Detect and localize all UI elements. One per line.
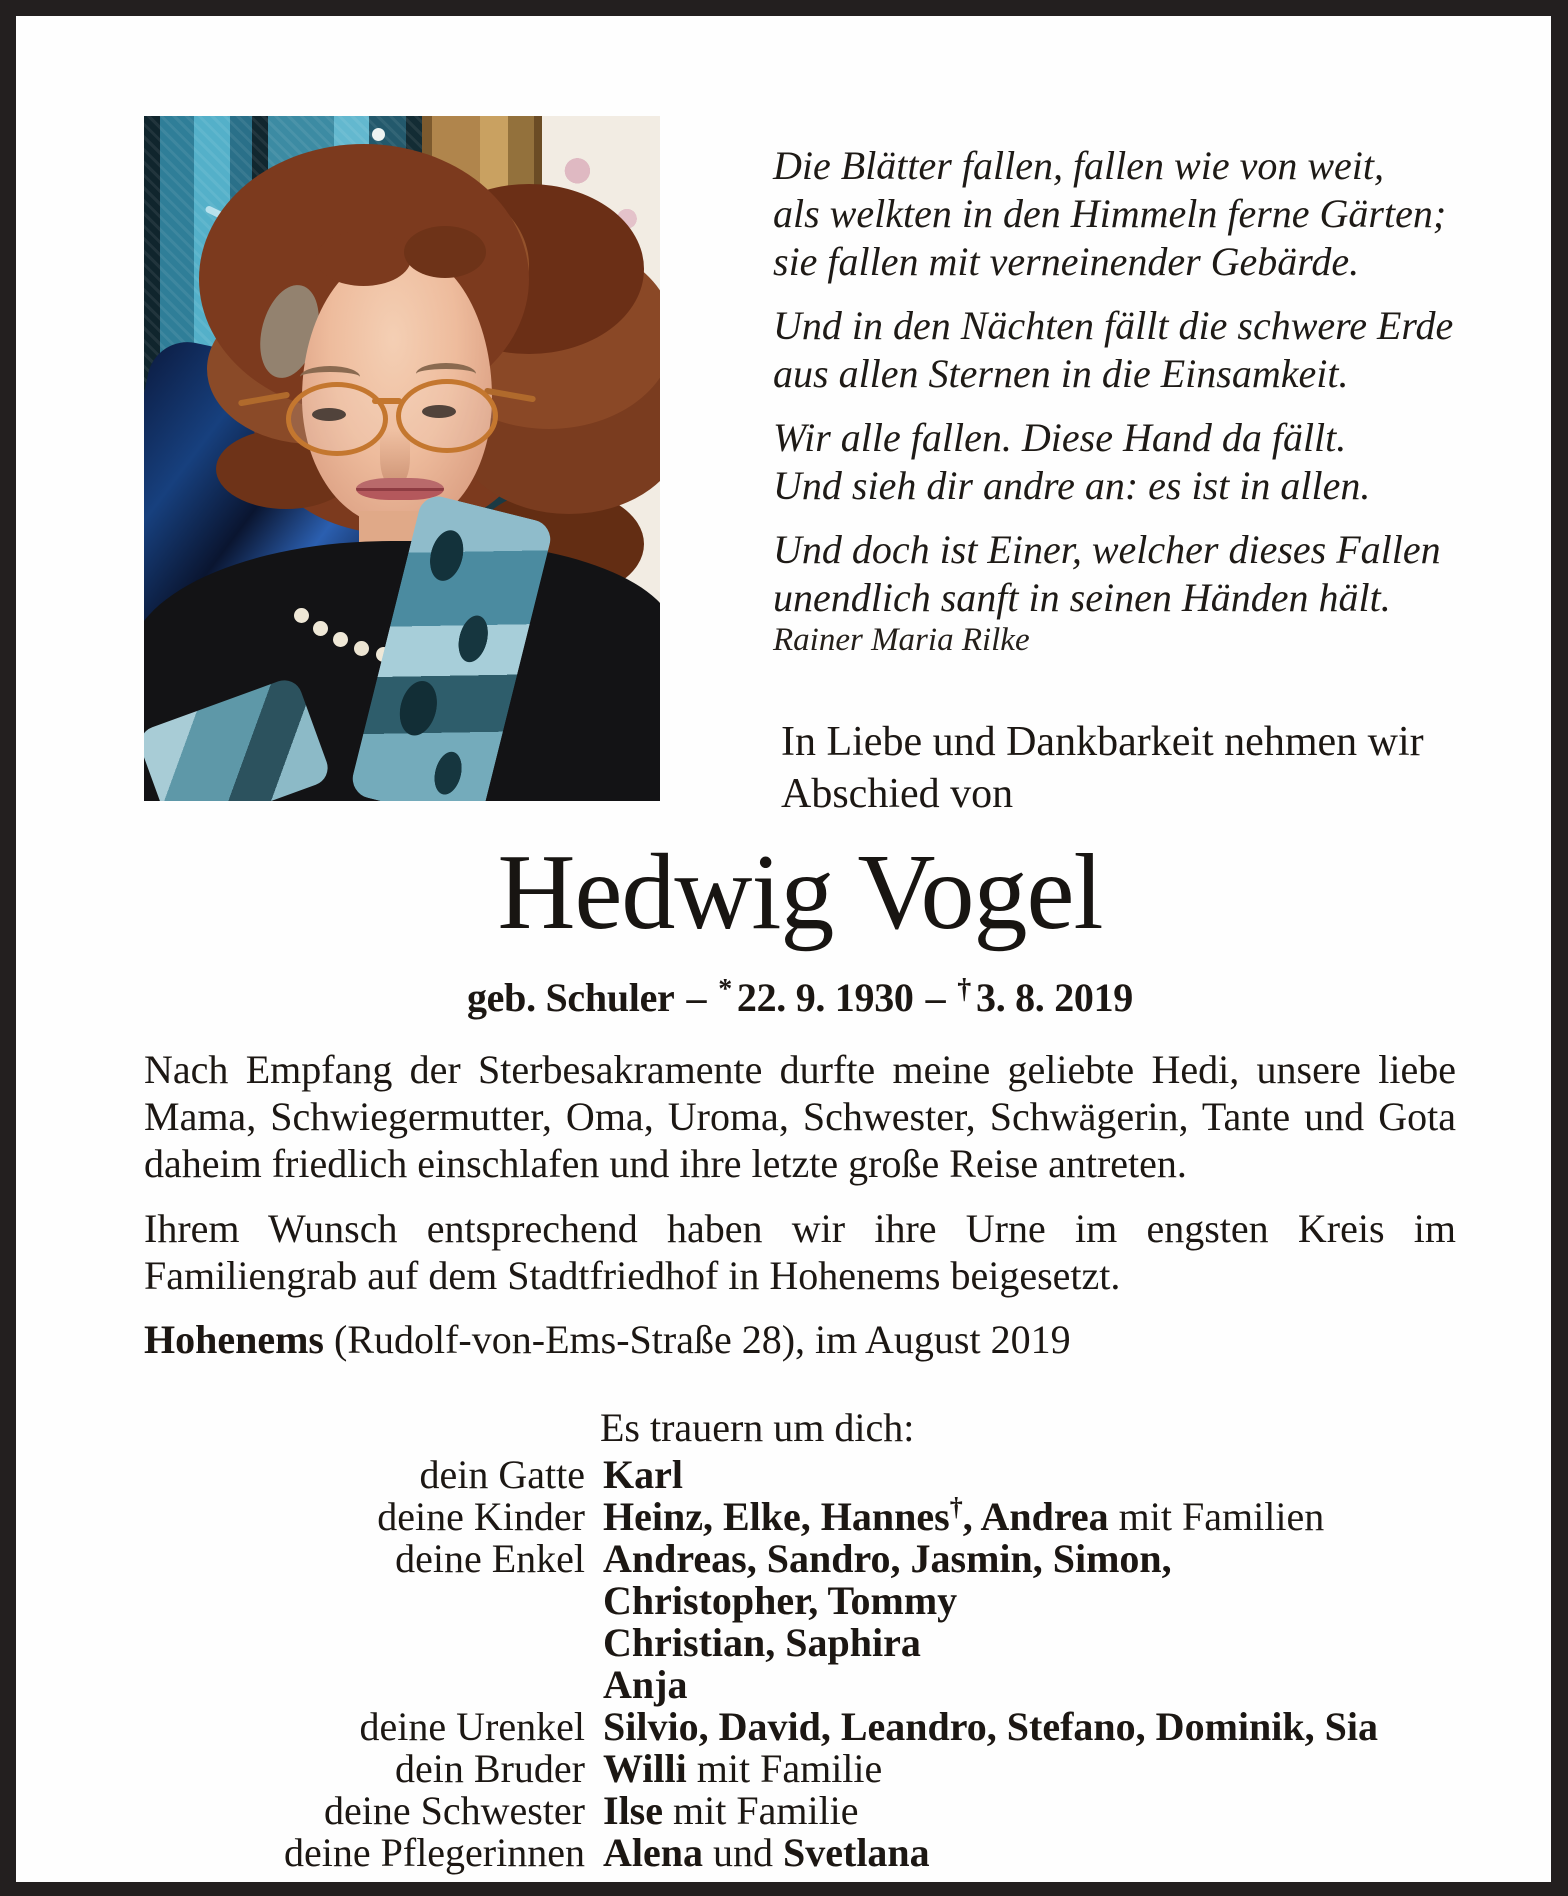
mourner-names-line <box>603 1454 1474 1496</box>
glasses-bridge <box>372 398 402 404</box>
mourner-name-segment: Anja <box>603 1662 688 1707</box>
mourner-names <box>603 1790 1474 1832</box>
dateline <box>144 1316 1071 1363</box>
obituary-body <box>144 1046 1456 1317</box>
body-paragraph: Nach Empfang der Sterbesakramente durfte meine geliebte Hedi, unsere liebe Mama, Schwiegermutter, Oma, Uroma, Schwester, Schwägerin, Tante und Gota daheim friedlich einschlafen und ihre letzte große Reise antreten. <box>144 1047 1456 1186</box>
mourner-name-segment: Ilse <box>603 1788 663 1833</box>
deceased-name: Hedwig Vogel <box>497 833 1103 952</box>
mourner-name-segment: , Andrea <box>962 1494 1109 1539</box>
mourner-names-line <box>603 1664 1474 1706</box>
mourner-name-segment: Silvio, David, Leandro, Stefano, Dominik, Sia <box>603 1704 1378 1749</box>
paper-sheet <box>16 16 1551 1882</box>
death-symbol: † <box>957 974 971 1005</box>
glasses-lens <box>286 382 388 456</box>
mourner-name-segment: mit Familie <box>663 1788 859 1833</box>
mourner-relation-label: deine Enkel <box>395 1536 585 1581</box>
mourner-names <box>603 1832 1474 1874</box>
poem-stanza: Und in den Nächten fällt die schwere Erde aus allen Sternen in die Einsamkeit. <box>773 303 1454 396</box>
mourner-relation-label: deine Kinder <box>377 1494 585 1539</box>
hair-fringe <box>316 231 411 286</box>
farewell-intro: In Liebe und Dankbarkeit nehmen wir Abschied von <box>781 719 1424 817</box>
date-separator: – <box>925 975 946 1020</box>
mourner-names <box>603 1454 1474 1496</box>
poem-stanza: Die Blätter fallen, fallen wie von weit, als welkten in den Himmeln ferne Gärten; sie fallen mit verneinender Gebärde. <box>773 143 1447 284</box>
mourner-names <box>603 1706 1474 1748</box>
mourning-rows <box>144 1454 1474 1874</box>
birth-date: 22. 9. 1930 <box>736 975 914 1020</box>
mourner-names-line <box>603 1790 1474 1832</box>
mourner-names-line <box>603 1748 1474 1790</box>
mourner-relation-label: deine Schwester <box>323 1788 585 1833</box>
mourner-names-line <box>603 1832 1474 1874</box>
mourner-names-line <box>603 1492 1474 1539</box>
glasses-lens <box>396 379 498 453</box>
mourner-relation-label: dein Bruder <box>395 1746 585 1791</box>
portrait-photo <box>144 116 660 801</box>
mourner-names-line <box>603 1538 1474 1580</box>
mourner-name-segment: Heinz, Elke, Hannes <box>603 1494 950 1539</box>
mourner-name-segment: Christian, Saphira <box>603 1620 921 1665</box>
mourner-name-segment: Karl <box>603 1452 683 1497</box>
maiden-name: geb. Schuler <box>466 975 675 1020</box>
deceased-subtitle <box>144 974 1456 1021</box>
mourner-name-segment: † <box>949 1492 963 1522</box>
mourner-names <box>603 1492 1474 1539</box>
mourner-relation-label: deine Pflegerinnen <box>284 1830 585 1875</box>
dateline-rest: (Rudolf-von-Ems-Straße 28), im August 2019 <box>324 1317 1071 1362</box>
mourner-names-line <box>603 1580 1474 1622</box>
mourner-name-segment: Svetlana <box>783 1830 930 1875</box>
date-separator: – <box>686 975 707 1020</box>
mourning-heading: Es trauern um dich: <box>600 1405 915 1450</box>
body-paragraph: Ihrem Wunsch entsprechend haben wir ihre Urne im engsten Kreis im Familiengrab auf dem Stadtfriedhof in Hohenems beigesetzt. <box>144 1206 1456 1298</box>
mourner-names <box>603 1748 1474 1790</box>
mourner-name-segment: Alena <box>603 1830 703 1875</box>
pearl-necklace <box>294 608 309 623</box>
poem-author: Rainer Maria Rilke <box>773 622 1030 658</box>
death-date: 3. 8. 2019 <box>976 975 1134 1020</box>
mourner-relation-label: deine Urenkel <box>359 1704 585 1749</box>
poem-stanza: Und doch ist Einer, welcher dieses Fallen unendlich sanft in seinen Händen hält. <box>773 527 1441 620</box>
mourner-relation-label: dein Gatte <box>419 1452 585 1497</box>
dateline-place: Hohenems <box>144 1317 324 1362</box>
poem-stanzas <box>773 142 1453 638</box>
mourner-name-segment: Andreas, Sandro, Jasmin, Simon, <box>603 1536 1172 1581</box>
mourner-name-segment: mit Familien <box>1108 1494 1325 1539</box>
mourner-name-segment: mit Familie <box>686 1746 883 1791</box>
mourner-names <box>603 1538 1474 1706</box>
birth-symbol: * <box>718 974 732 1005</box>
mourner-name-segment: Willi <box>603 1746 687 1791</box>
mourner-name-segment: und <box>703 1830 783 1875</box>
mourner-names-line <box>603 1622 1474 1664</box>
mourner-names-line <box>603 1706 1474 1748</box>
mourner-name-segment: Christopher, Tommy <box>603 1578 958 1623</box>
hair-fringe <box>404 226 486 278</box>
poem-stanza: Wir alle fallen. Diese Hand da fällt. Und sieh dir andre an: es ist in allen. <box>773 415 1371 508</box>
